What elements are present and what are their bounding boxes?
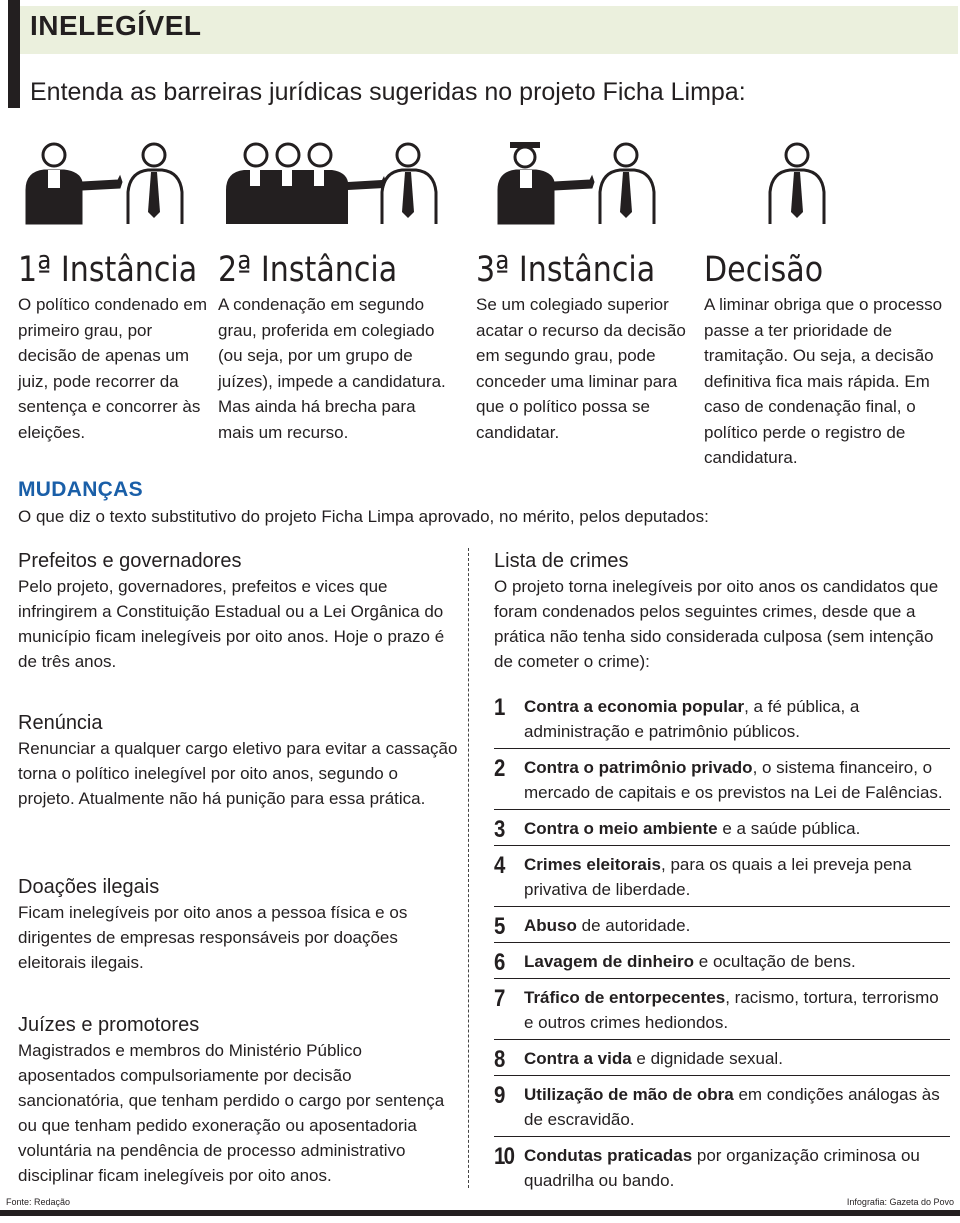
crime-item xyxy=(494,692,950,749)
change-title: Doações ilegais xyxy=(18,876,160,898)
crime-item xyxy=(494,979,950,1040)
change-title: Renúncia xyxy=(18,712,103,734)
crime-item xyxy=(494,1076,950,1137)
section-subheading: O que diz o texto substitutivo do projeto Ficha Limpa aprovado, no mérito, pelos deputados: xyxy=(18,507,709,526)
change-text: Ficam inelegíveis por oito anos a pessoa física e os dirigentes de empresas responsáveis por doações eleitorais ilegais. xyxy=(18,903,408,972)
stage-2 xyxy=(218,250,454,445)
crimes-intro: O projeto torna inelegíveis por oito anos os candidatos que foram condenados pelos seguintes crimes, desde que a prática não tenha sido considerada culposa (sem intenção de cometer o crime): xyxy=(494,577,939,671)
crime-bold: Abuso xyxy=(524,916,577,935)
crime-item xyxy=(494,907,950,943)
change-prefeitos xyxy=(18,548,458,674)
change-juizes xyxy=(18,1012,458,1188)
crime-item xyxy=(494,846,950,907)
crime-bold: Contra o meio ambiente xyxy=(524,819,718,838)
crime-rest: e dignidade sexual. xyxy=(631,1049,783,1068)
crime-bold: Utilização de mão de obra xyxy=(524,1085,734,1104)
crime-bold: Contra o patrimônio privado xyxy=(524,758,753,777)
stage-title: Decisão xyxy=(704,250,824,290)
crime-number: 3 xyxy=(494,816,506,843)
column-divider xyxy=(468,548,469,1188)
stage-1 xyxy=(18,250,208,445)
stage-4 xyxy=(704,250,952,471)
crime-rest: , a fé pública, a administração e patrimônio públicos. xyxy=(524,697,860,741)
stage-3 xyxy=(476,250,690,445)
crime-rest: e ocultação de bens. xyxy=(694,952,856,971)
crime-bold: Contra a vida xyxy=(524,1049,632,1068)
crime-item xyxy=(494,1040,950,1076)
change-title: Juízes e promotores xyxy=(18,1014,200,1036)
crime-rest: , para os quais a lei preveja pena privativa de liberdade. xyxy=(524,855,912,899)
change-text: Pelo projeto, governadores, prefeitos e vices que infringirem a Constituição Estadual ou a Lei Orgânica do município ficam inelegíveis por oito anos. Hoje o prazo é de três anos. xyxy=(18,577,445,671)
senior-judge-politician-icon-3 xyxy=(494,142,664,226)
stage-title: 1ª Instância xyxy=(18,250,198,290)
crime-rest: , o sistema financeiro, o mercado de capitais e os previstos na Lei de Falências. xyxy=(524,758,943,802)
crime-number: 2 xyxy=(494,755,506,782)
section-heading-mudancas: MUDANÇAS xyxy=(18,478,143,501)
page-title: INELEGÍVEL xyxy=(30,10,202,41)
crime-bold: Condutas praticadas xyxy=(524,1146,693,1165)
stage-text: A liminar obriga que o processo passe a ter prioridade de tramitação. Ou seja, a decisão definitiva fica mais rápida. Em caso de condenação final, o político perde o registro de candidatura. xyxy=(704,295,943,467)
crime-number: 10 xyxy=(494,1143,514,1170)
change-title: Prefeitos e governadores xyxy=(18,550,242,572)
crime-item xyxy=(494,943,950,979)
source-note: Fonte: Redação xyxy=(6,1197,71,1207)
crime-number: 6 xyxy=(494,949,506,976)
crime-rest: e a saúde pública. xyxy=(717,819,861,838)
crime-bold: Crimes eleitorais xyxy=(524,855,662,874)
crime-rest: em condições análogas às de escravidão. xyxy=(524,1085,940,1129)
crime-bold: Lavagem de dinheiro xyxy=(524,952,695,971)
crime-number: 5 xyxy=(494,913,506,940)
page-subtitle: Entenda as barreiras jurídicas sugeridas no projeto Ficha Limpa: xyxy=(30,78,746,106)
crimes-header xyxy=(494,548,954,674)
crime-number: 4 xyxy=(494,852,506,879)
crime-item xyxy=(494,810,950,846)
crime-item xyxy=(494,749,950,810)
crime-number: 8 xyxy=(494,1046,506,1073)
judges-panel-politician-icon-2 xyxy=(222,142,447,226)
crime-rest: de autoridade. xyxy=(576,916,691,935)
bottom-rule xyxy=(0,1210,960,1216)
stage-text: Se um colegiado superior acatar o recurso da decisão em segundo grau, pode conceder uma liminar para que o político possa se candidatar. xyxy=(476,295,686,442)
change-text: Renunciar a qualquer cargo eletivo para evitar a cassação torna o político inelegível por oito anos, segundo o projeto. Atualmente não há punição para essa prática. xyxy=(18,739,458,808)
crime-item xyxy=(494,1137,950,1193)
stage-title: 3ª Instância xyxy=(476,250,656,290)
crime-bold: Contra a economia popular xyxy=(524,697,745,716)
crime-rest: , racismo, tortura, terrorismo e outros crimes hediondos. xyxy=(524,988,939,1032)
crime-number: 7 xyxy=(494,985,506,1012)
crimes-title: Lista de crimes xyxy=(494,550,629,572)
crime-rest: por organização criminosa ou quadrilha ou bando. xyxy=(524,1146,920,1190)
change-doacoes xyxy=(18,874,458,975)
change-renuncia xyxy=(18,710,458,811)
stage-title: 2ª Instância xyxy=(218,250,398,290)
credit-note: Infografia: Gazeta do Povo xyxy=(846,1197,954,1207)
crime-number: 1 xyxy=(494,694,506,721)
crime-number: 9 xyxy=(494,1082,506,1109)
crime-bold: Tráfico de entorpecentes xyxy=(524,988,726,1007)
change-text: Magistrados e membros do Ministério Público aposentados compulsoriamente por decisão sancionatória, que tenham perdido o cargo por sentença ou que tenham pedido exoneração ou aposentadoria voluntária na pendência de processo administrativo disciplinar ficam inelegíveis por oito anos. xyxy=(18,1041,445,1185)
crime-list xyxy=(494,692,950,1193)
stage-text: O político condenado em primeiro grau, por decisão de apenas um juiz, pode recorrer da sentença e concorrer às eleições. xyxy=(18,295,208,442)
judge-politician-icon-1 xyxy=(22,142,192,226)
politician-icon-4 xyxy=(762,142,832,226)
header-accent-bar xyxy=(8,0,20,108)
stage-text: A condenação em segundo grau, proferida em colegiado (ou seja, por um grupo de juízes), impede a candidatura. Mas ainda há brecha para mais um recurso. xyxy=(218,295,446,442)
